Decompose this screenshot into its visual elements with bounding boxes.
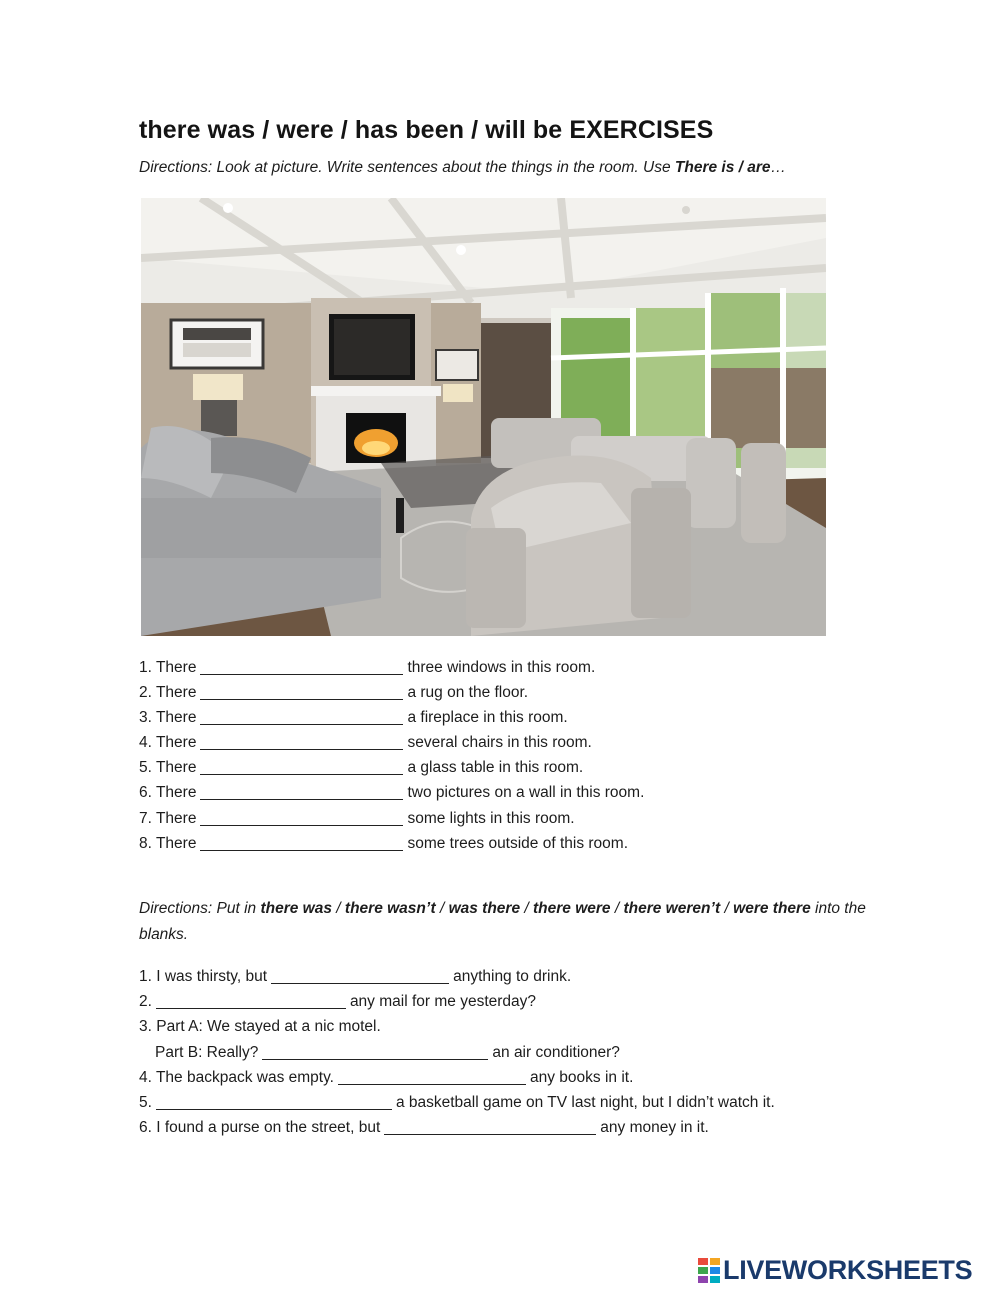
item-start: There — [155, 784, 197, 802]
directions-1-suffix: … — [770, 159, 787, 176]
directions-2-prefix: Directions: Put in — [139, 900, 261, 917]
answer-blank[interactable] — [338, 1067, 526, 1085]
item-start: There — [155, 659, 197, 676]
list-item — [139, 780, 644, 805]
item-start: 2. — [139, 993, 152, 1011]
list-item — [139, 705, 644, 730]
item-end: two pictures on a wall in this room. — [407, 784, 645, 802]
item-start: 1. I was thirsty, but — [139, 968, 268, 985]
item-start: There — [155, 759, 197, 777]
picture-sentences-list — [139, 655, 644, 856]
list-item — [139, 989, 775, 1014]
item-end: an air conditioner? — [492, 1043, 620, 1061]
liveworksheets-logo — [698, 1255, 972, 1286]
answer-blank[interactable] — [200, 808, 403, 826]
item-start: There — [155, 709, 197, 727]
item-end: a basketball game on TV last night, but I didn’t watch it. — [395, 1093, 775, 1111]
list-item — [139, 1014, 775, 1039]
answer-blank[interactable] — [271, 966, 449, 984]
item-start: Part B: Really? — [155, 1043, 259, 1061]
fill-in-list — [139, 964, 775, 1140]
answer-blank[interactable] — [384, 1117, 596, 1135]
directions-2 — [139, 896, 869, 948]
separator: / — [610, 900, 624, 917]
option-there-wasnt: there wasn’t — [344, 900, 436, 917]
list-item — [139, 1065, 775, 1090]
item-number: 1. — [139, 659, 152, 676]
directions-1-bold: There is / are — [674, 159, 771, 176]
separator: / — [331, 900, 345, 917]
answer-blank[interactable] — [200, 833, 403, 851]
item-start: 6. I found a purse on the street, but — [139, 1119, 381, 1137]
item-number: 3. — [139, 709, 152, 727]
answer-blank[interactable] — [200, 682, 403, 700]
item-end: a rug on the floor. — [407, 684, 529, 702]
item-start: There — [155, 834, 197, 852]
item-start: 4. The backpack was empty. — [139, 1068, 334, 1086]
list-item — [139, 1090, 775, 1115]
item-text: 3. Part A: We stayed at a nic motel. — [139, 1018, 381, 1036]
living-room-photo — [141, 198, 826, 636]
answer-blank[interactable] — [200, 782, 403, 800]
answer-blank[interactable] — [156, 1092, 392, 1110]
list-item — [139, 1040, 775, 1065]
item-end: any books in it. — [530, 1068, 634, 1086]
list-item — [139, 831, 644, 856]
item-end: three windows in this room. — [407, 659, 596, 676]
separator: / — [720, 900, 734, 917]
separator: / — [520, 900, 533, 917]
item-end: some trees outside of this room. — [407, 834, 629, 852]
item-end: a glass table in this room. — [407, 759, 584, 777]
answer-blank[interactable] — [200, 657, 403, 675]
answer-blank[interactable] — [262, 1042, 488, 1060]
answer-blank[interactable] — [200, 707, 403, 725]
list-item — [139, 755, 644, 780]
item-start: There — [155, 734, 197, 752]
option-there-was: there was — [260, 900, 332, 917]
directions-1 — [139, 155, 786, 181]
list-item — [139, 964, 775, 989]
liveworksheets-logo-icon — [698, 1258, 720, 1284]
item-end: any mail for me yesterday? — [349, 993, 537, 1011]
item-number: 4. — [139, 734, 152, 752]
item-number: 7. — [139, 809, 152, 827]
item-end: several chairs in this room. — [407, 734, 592, 752]
item-end: some lights in this room. — [407, 809, 575, 827]
item-number: 8. — [139, 834, 152, 852]
list-item — [139, 806, 644, 831]
item-end: a fireplace in this room. — [407, 709, 568, 727]
item-start: There — [155, 809, 197, 827]
option-there-werent: there weren’t — [623, 900, 721, 917]
option-were-there: were there — [733, 900, 811, 917]
answer-blank[interactable] — [200, 732, 403, 750]
item-end: anything to drink. — [453, 968, 572, 985]
item-start: There — [155, 684, 197, 702]
page-title: there was / were / has been / will be EXERCISES — [139, 116, 714, 144]
answer-blank[interactable] — [156, 991, 346, 1009]
item-number: 6. — [139, 784, 152, 802]
item-number: 5. — [139, 759, 152, 777]
item-number: 2. — [139, 684, 152, 702]
list-item — [139, 730, 644, 755]
directions-1-prefix: Directions: Look at picture. Write sentences about the things in the room. Use — [139, 159, 675, 176]
list-item — [139, 655, 644, 680]
list-item — [139, 1115, 775, 1140]
item-start: 5. — [139, 1093, 152, 1111]
answer-blank[interactable] — [200, 757, 403, 775]
separator: / — [435, 900, 449, 917]
item-end: any money in it. — [600, 1119, 709, 1137]
logo-text: LIVEWORKSHEETS — [723, 1255, 973, 1285]
option-there-were: there were — [533, 900, 611, 917]
option-was-there: was there — [448, 900, 521, 917]
list-item — [139, 680, 644, 705]
directions-2-suffix: into the blanks. — [139, 900, 866, 943]
